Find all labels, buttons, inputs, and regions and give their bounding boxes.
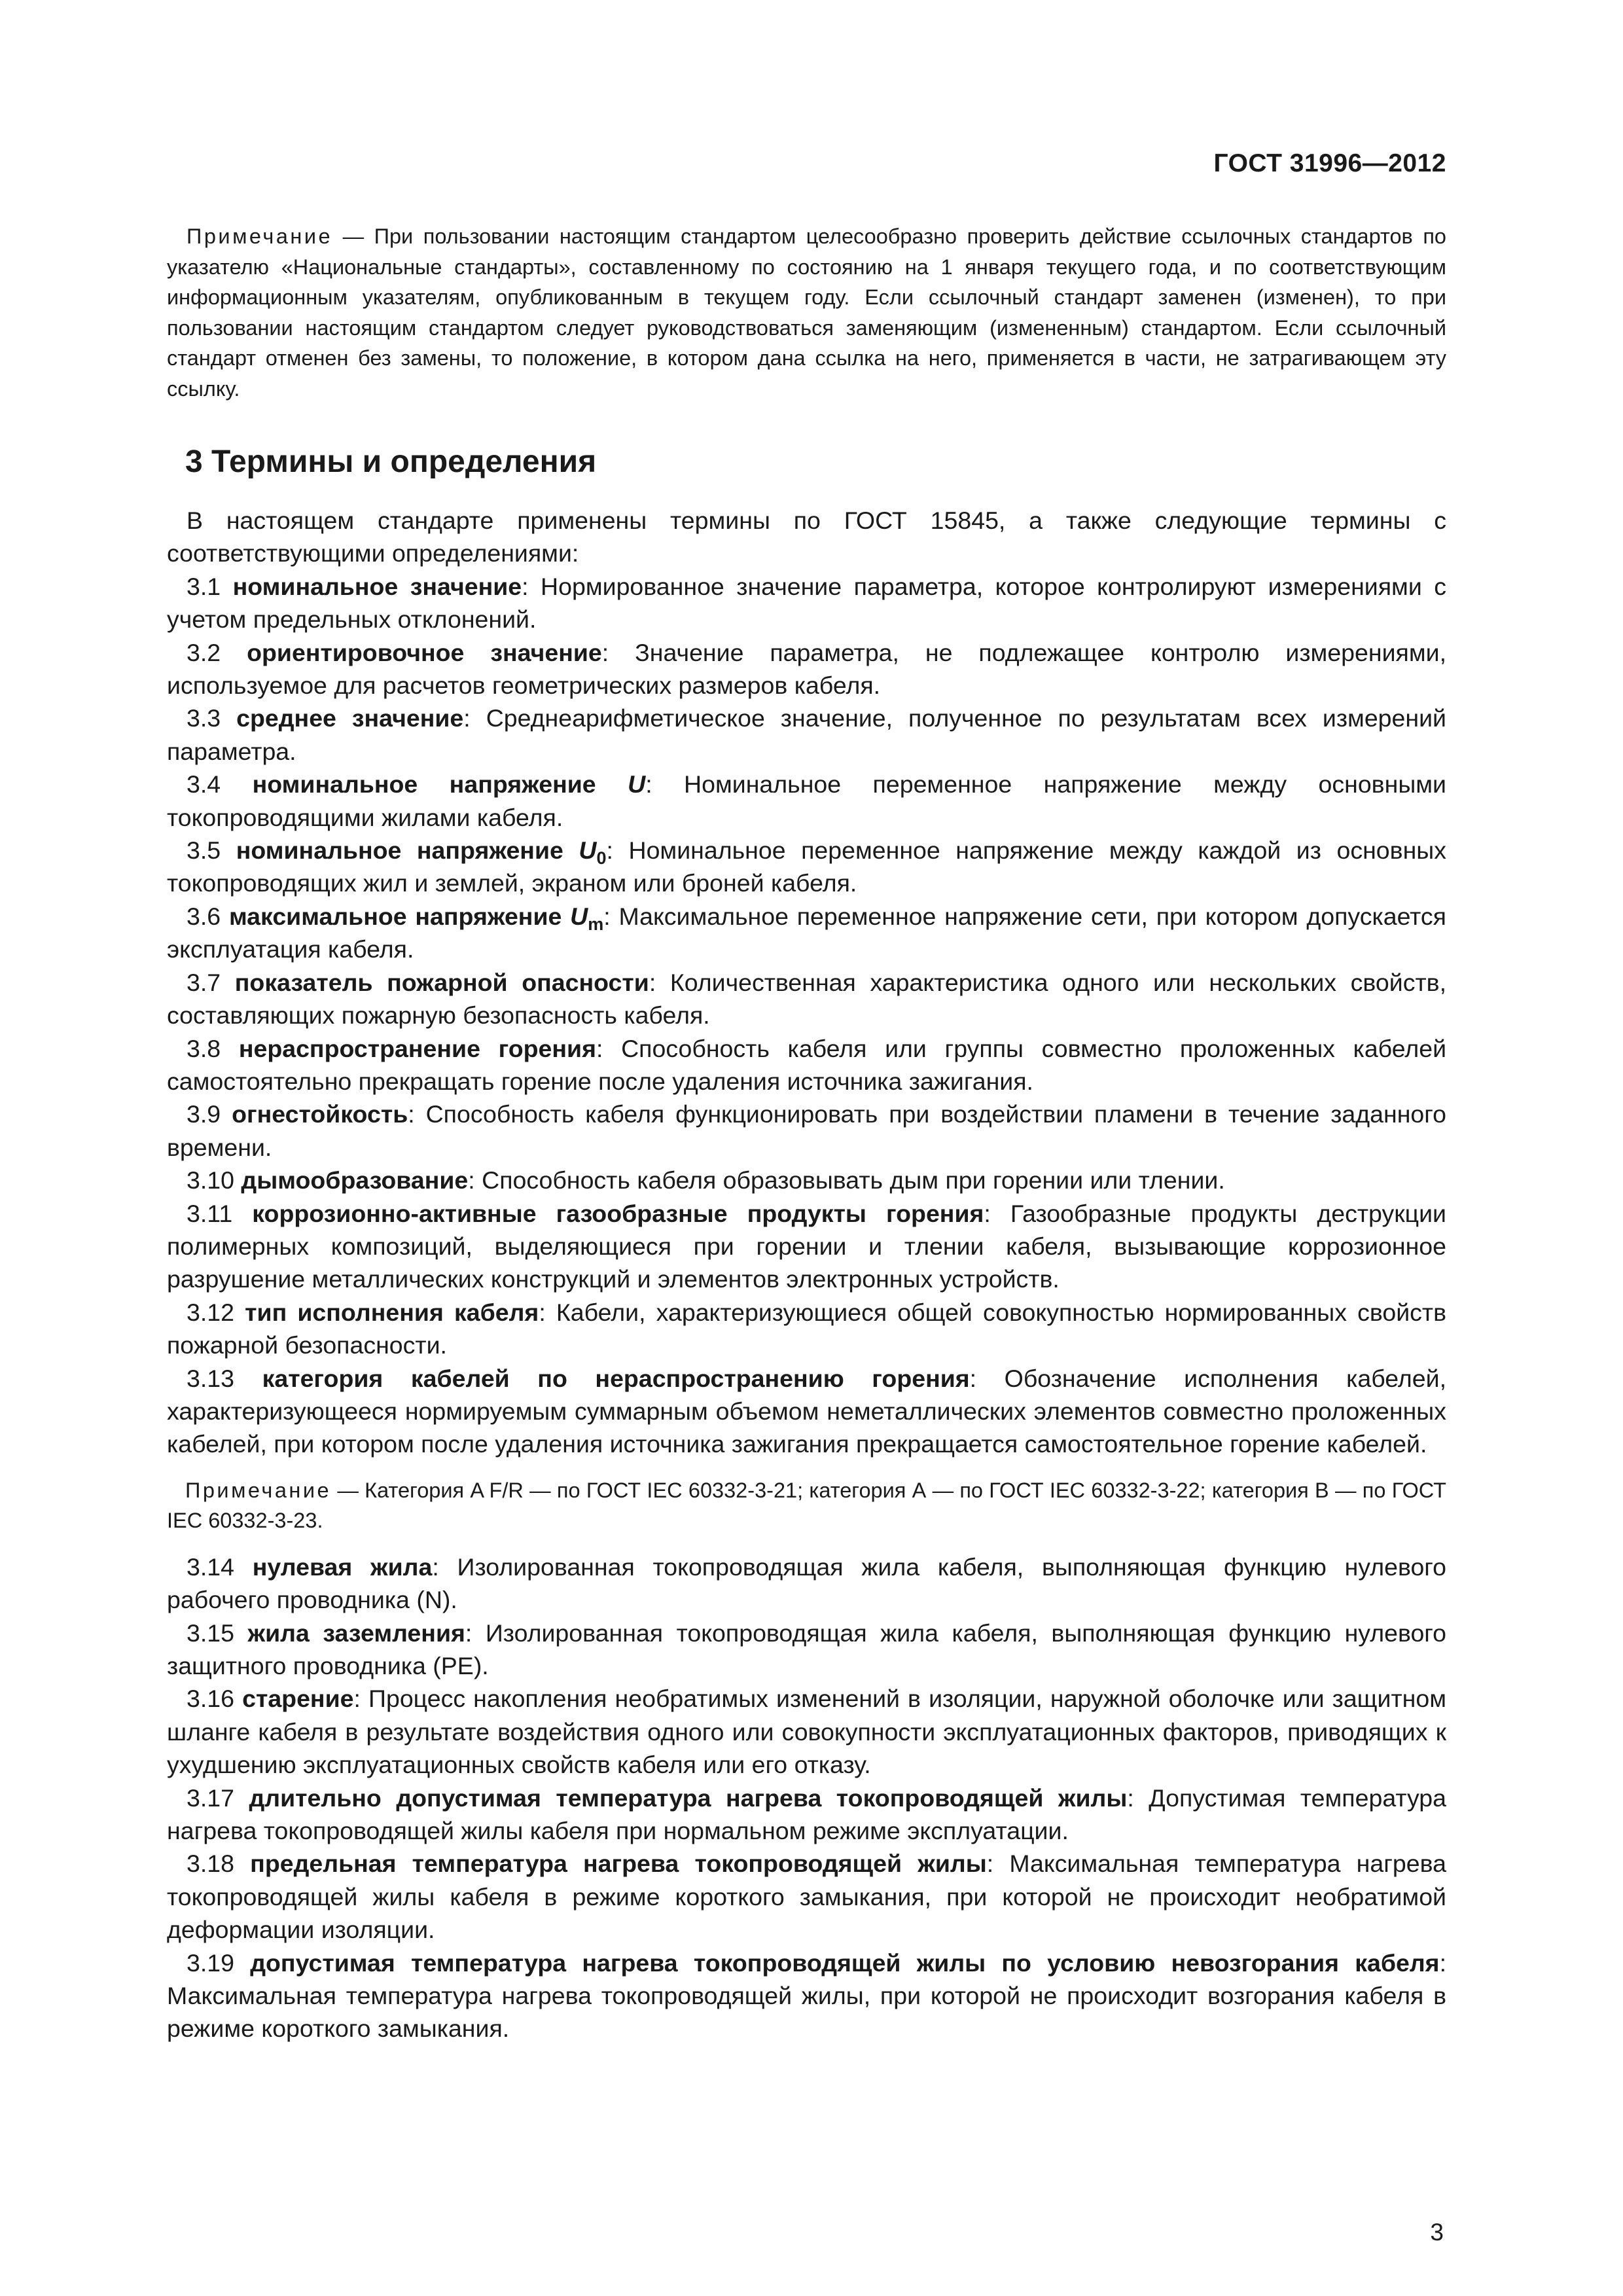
term-name-text: нулевая жила — [252, 1552, 433, 1581]
term-name — [252, 1200, 984, 1227]
term-number: 3.18 — [187, 1850, 234, 1878]
term-definition — [167, 1847, 1446, 1946]
term-number: 3.2 — [187, 638, 221, 666]
term-definition — [167, 1032, 1446, 1098]
term-definition — [167, 1362, 1446, 1461]
term-number: 3.1 — [187, 572, 221, 600]
term-name-text: показатель пожарной опасности — [234, 968, 649, 996]
term-name-text: коррозионно-активные газообразные продукты горения — [252, 1199, 984, 1227]
term-name-text: категория кабелей по нераспространению горения — [262, 1364, 970, 1392]
term-definition-text: : Номинальное переменное напряжение между основными токопроводящими жилами кабеля. — [167, 770, 1446, 831]
term-name — [253, 1553, 433, 1581]
term-definition — [167, 1098, 1446, 1164]
term-name — [250, 1850, 987, 1877]
term-definition-text: : Максимальная температура нагрева токопроводящей жилы, при которой не происходит возгорания кабеля в режиме короткого замыкания. — [167, 1948, 1446, 2043]
term-number: 3.5 — [187, 836, 221, 865]
term-name — [262, 1365, 970, 1392]
term-number: 3.14 — [187, 1552, 234, 1581]
term-symbol: U — [579, 836, 597, 865]
term-number: 3.6 — [187, 902, 221, 930]
term-name — [233, 573, 522, 600]
term-definition-text: : Изолированная токопроводящая жила кабеля, выполняющая функцию нулевого рабочего проводника (N). — [167, 1552, 1447, 1614]
term-number: 3.11 — [187, 1199, 233, 1227]
term-definition-text: : Газообразные продукты деструкции полимерных композиций, выделяющиеся при горении и тлении кабеля, вызывающие коррозионное разрушение металлических конструкций и элементов электронных устройств. — [167, 1199, 1447, 1293]
term-definition — [167, 702, 1446, 768]
term-name — [235, 969, 649, 996]
term-name-text: длительно допустимая температура нагрева токопроводящей жилы — [249, 1784, 1128, 1812]
term-name — [247, 639, 602, 666]
term-definition — [167, 1551, 1446, 1617]
section-intro: В настоящем стандарте применены термины по ГОСТ 15845, а также следующие термины с соответствующими определениями: — [167, 507, 1446, 567]
note-label: Примечание — [185, 1478, 332, 1502]
terms-list — [167, 570, 1446, 1461]
term-number: 3.3 — [187, 704, 221, 732]
term-definition-text: : Способность кабеля или группы совместно проложенных кабелей самостоятельно прекращать горение после удаления источника зажигания. — [167, 1034, 1447, 1095]
term-name — [241, 1166, 468, 1194]
term-definition-text: : Максимальное переменное напряжение сети, при котором допускается эксплуатация кабеля. — [167, 902, 1446, 963]
term-definition-text: : Способность кабеля функционировать при воздействии пламени в течение заданного времени. — [167, 1100, 1446, 1161]
term-definition — [167, 1617, 1446, 1683]
term-name — [239, 1035, 596, 1062]
term-name — [236, 836, 607, 869]
term-name-text: огнестойкость — [232, 1100, 408, 1128]
term-definition-text: : Способность кабеля образовывать дым при горении или тлении. — [468, 1166, 1225, 1194]
term-name — [253, 770, 646, 798]
term-name-text: предельная температура нагрева токопроводящей жилы — [250, 1850, 987, 1878]
term-definition — [167, 1946, 1446, 2045]
term-name — [232, 1100, 408, 1128]
term-name-text: допустимая температура нагрева токопроводящей жилы по условию невозгорания кабеля — [250, 1948, 1440, 1977]
term-definition-text: : Нормированное значение параметра, которое контролируют измерениями с учетом предельных отклонений. — [167, 572, 1446, 634]
term-name — [245, 1299, 539, 1326]
term-number: 3.12 — [187, 1298, 234, 1326]
note-top — [167, 221, 1446, 404]
term-number: 3.17 — [187, 1784, 234, 1812]
term-number: 3.9 — [187, 1100, 221, 1128]
term-name-text: номинальное напряжение — [236, 836, 579, 865]
term-definition-text: : Среднеарифметическое значение, полученное по результатам всех измерений параметра. — [167, 704, 1446, 765]
term-number: 3.8 — [187, 1034, 221, 1062]
term-definition — [167, 1782, 1446, 1848]
term-number: 3.4 — [187, 770, 221, 798]
term-definition-text: : Номинальное переменное напряжение между каждой из основных токопроводящих жил и землей, экраном или броней кабеля. — [167, 836, 1446, 897]
term-definition — [167, 1296, 1446, 1362]
section-body — [167, 504, 1446, 2045]
note-label: Примечание — [187, 224, 333, 248]
term-name-text: среднее значение — [236, 704, 464, 732]
term-definition — [167, 570, 1446, 636]
term-name — [242, 1685, 353, 1712]
term-number: 3.13 — [187, 1364, 234, 1392]
term-symbol-subscript: m — [588, 914, 604, 934]
note-mid — [167, 1475, 1446, 1536]
term-number: 3.15 — [187, 1619, 234, 1647]
page-content — [167, 221, 1447, 2043]
term-definition — [167, 900, 1446, 966]
term-number: 3.19 — [187, 1948, 234, 1977]
term-definition-text: : Обозначение исполнения кабелей, характеризующееся нормируемым суммарным объемом неметаллических элементов совместно проложенных кабелей, при котором после удаления источника зажигания прекращается самостоятельное горение кабелей. — [167, 1364, 1447, 1458]
term-name — [228, 902, 604, 934]
term-name — [236, 704, 463, 732]
term-definition-text: : Кабели, характеризующиеся общей совокупностью нормированных свойств пожарной безопасности. — [167, 1298, 1446, 1359]
term-definition — [167, 1164, 1446, 1196]
term-definition-text: : Значение параметра, не подлежащее контролю измерениями, используемое для расчетов геометрических размеров кабеля. — [167, 638, 1446, 700]
term-name-text: тип исполнения кабеля — [245, 1298, 539, 1326]
term-definition — [167, 768, 1446, 834]
note-text: — Категория A F/R — по ГОСТ IEC 60332-3-21; категория А — по ГОСТ IEC 60332-3-22; категория В — по ГОСТ IEC 60332-3-23. — [167, 1478, 1446, 1533]
term-definition-text: : Изолированная токопроводящая жила кабеля, выполняющая функцию нулевого защитного проводника (PE). — [167, 1619, 1447, 1679]
section-title: 3 Термины и определения — [185, 444, 597, 479]
term-definition-text: : Максимальная температура нагрева токопроводящей жилы кабеля в режиме короткого замыкания, при которой не происходит необратимой деформации изоляции. — [167, 1850, 1446, 1944]
term-symbol: U — [570, 902, 588, 930]
term-definition-text: : Процесс накопления необратимых изменений в изоляции, наружной оболочке или защитном шланге кабеля в результате воздействия одного или совокупности эксплуатационных факторов, приводящих к ухудшению эксплуатационных свойств кабеля или его отказу. — [167, 1685, 1446, 1779]
term-symbol-subscript: 0 — [596, 848, 607, 869]
term-definition — [167, 966, 1446, 1032]
term-name — [250, 1949, 1439, 1977]
term-definition-text: : Количественная характеристика одного или нескольких свойств, составляющих пожарную безопасность кабеля. — [167, 968, 1446, 1030]
term-number: 3.10 — [187, 1166, 234, 1194]
term-name-text: номинальное значение — [232, 572, 522, 600]
standard-code: ГОСТ 31996—2012 — [1213, 149, 1446, 177]
term-definition — [167, 834, 1446, 900]
term-name-text: нераспространение горения — [238, 1034, 596, 1062]
term-name — [249, 1784, 1128, 1812]
page-number: 3 — [1430, 2219, 1444, 2246]
term-definition — [167, 1197, 1446, 1296]
term-name-text: жила заземления — [247, 1619, 465, 1647]
term-symbol: U — [628, 770, 646, 798]
term-number: 3.16 — [187, 1685, 234, 1713]
term-name-text: максимальное напряжение — [228, 902, 571, 930]
term-name-text: ориентировочное значение — [247, 638, 602, 666]
term-number: 3.7 — [187, 968, 221, 996]
term-name-text: номинальное напряжение — [252, 770, 628, 798]
term-name-text: дымообразование — [241, 1166, 469, 1194]
terms-list-continued — [167, 1551, 1446, 2045]
term-definition — [167, 1682, 1446, 1781]
term-definition-text: : Допустимая температура нагрева токопроводящей жилы кабеля при нормальном режиме эксплуатации. — [167, 1784, 1446, 1845]
term-name — [248, 1619, 465, 1647]
term-definition — [167, 636, 1446, 702]
term-name-text: старение — [242, 1685, 354, 1713]
note-text: — При пользовании настоящим стандартом целесообразно проверить действие ссылочных стандартов по указателю «Национальные стандарты», составленному по состоянию на 1 января текущего года, и по соответствующим информационным указателям, опубликованным в текущем году. Если ссылочный стандарт заменен (изменен), то при пользовании настоящим стандартом следует руководствоваться заменяющим (измененным) стандартом. Если ссылочный стандарт отменен без замены, то положение, в котором дана ссылка на него, применяется в части, не затрагивающем эту ссылку. — [167, 224, 1446, 401]
